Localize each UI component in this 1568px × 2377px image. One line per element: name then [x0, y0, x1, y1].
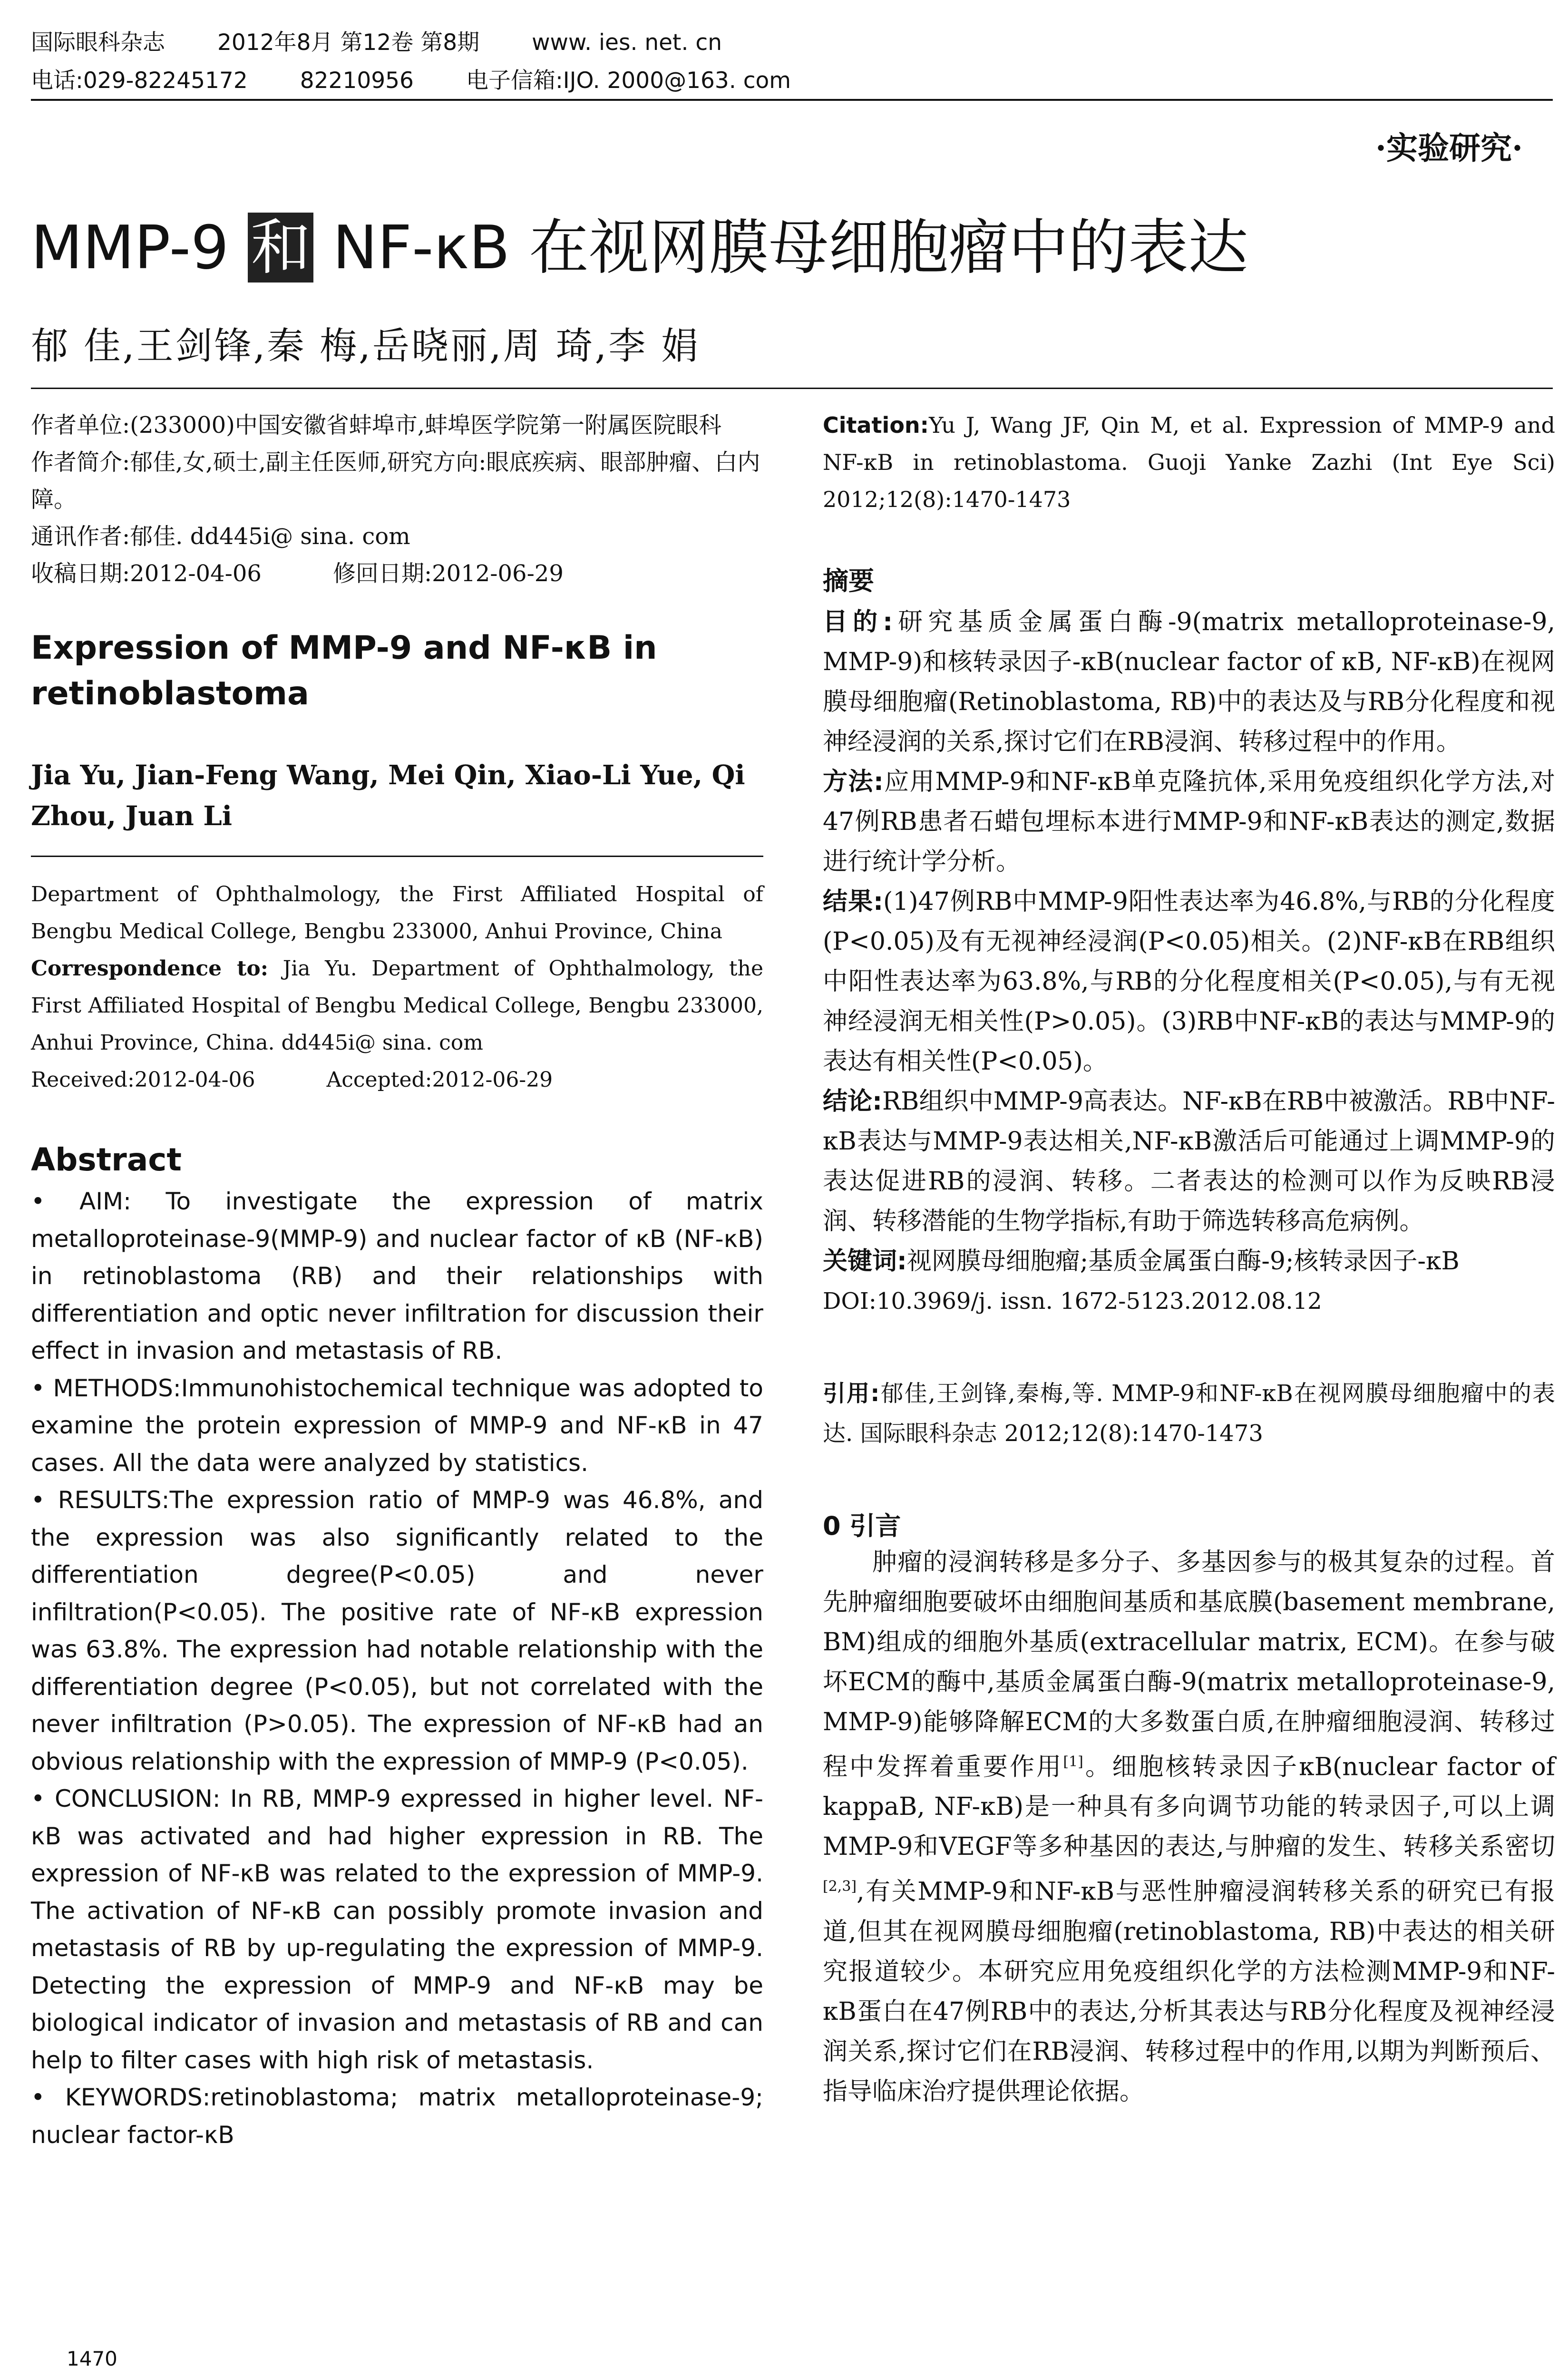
journal-header-line2 [31, 63, 843, 95]
abstract-keywords: • KEYWORDS:retinoblastoma; matrix metalloproteinase-9; nuclear factor-κB [31, 2084, 763, 2149]
journal-name: 国际眼科杂志 [31, 29, 165, 56]
right-column [823, 407, 1555, 2112]
zh-methods-text: 应用MMP-9和NF-κB单克隆抗体,采用免疫组织化学方法,对47例RB患者石蜡包埋标本进行MMP-9和NF-κB表达的测定,数据进行统计学分析。 [823, 768, 1555, 876]
zh-conclusion [823, 1081, 1555, 1241]
zh-methods [823, 762, 1555, 882]
article-title [31, 200, 1248, 286]
abstract-aim: • AIM: To investigate the expression of matrix metalloproteinase-9(MMP-9) and nuclear factor of κB (NF-κB) in retinoblastoma (RB) and their relationships with differentiation and optic never infiltration for discussion their effect in invasion and metastasis of RB. [31, 1188, 763, 1364]
cite-cn-label: 引用: [823, 1380, 880, 1407]
zh-aim-text: 研究基质金属蛋白酶-9(matrix metalloproteinase-9, MMP-9)和核转录因子-κB(nuclear factor of κB, NF-κB)在视网膜母细胞瘤(Retinoblastoma, RB)中的表达及与RB分化程度和视神经浸润的关系,探讨它们在RB浸润、转移过程中的作用。 [823, 608, 1555, 756]
cite-cn-text: 郁佳,王剑锋,秦梅,等. MMP-9和NF-κB在视网膜母细胞瘤中的表达. 国际眼科杂志 2012;12(8):1470-1473 [823, 1380, 1555, 1447]
journal-header-line1 [31, 25, 774, 57]
title-part2: NF-κB 在视网膜母细胞瘤中的表达 [313, 213, 1248, 283]
zh-aim-label: 目的: [823, 608, 893, 636]
zh-keywords-text: 视网膜母细胞瘤;基质金属蛋白酶-9;核转录因子-κB [906, 1247, 1460, 1276]
zh-keywords [823, 1241, 1555, 1281]
title-part1: MMP-9 [31, 213, 248, 283]
intro-heading: 0 引言 [823, 1511, 901, 1541]
dates-en [31, 1062, 763, 1099]
zh-conclusion-text: RB组织中MMP-9高表达。NF-κB在RB中被激活。RB中NF-κB表达与MMP-9表达相关,NF-κB激活后可能通过上调MMP-9的表达促进RB的浸润、转移。二者表达的检测可以作为反映RB浸润、转移潜能的生物学指标,有助于筛选转移高危病例。 [823, 1087, 1555, 1236]
zh-keywords-label: 关键词: [823, 1247, 907, 1276]
received-en: Received:2012-04-06 [31, 1068, 255, 1092]
revised-cn: 修回日期:2012-06-29 [332, 560, 564, 587]
phone: 电话:029-82245172 [31, 68, 248, 94]
title-highlight: 和 [248, 213, 313, 283]
correspondence-text: Jia Yu. Department of Ophthalmology, the First Affiliated Hospital of Bengbu Medical College, Bengbu 233000, Anhui Province, China. dd445i@ sina. com [31, 956, 763, 1055]
section-tag: ·实验研究· [1375, 129, 1523, 166]
abstract-conclusion: • CONCLUSION: In RB, MMP-9 expressed in higher level. NF-κB was activated and had higher expression in RB. The expression of NF-κB was related to the expression of MMP-9. The activation of NF-κB can possibly promote invasion and metastasis of RB by up-regulating the expression of MMP-9. Detecting the expression of MMP-9 and NF-κB may be biological indicator of invasion and metastasis of RB and can help to filter cases with high risk of metastasis. [31, 1785, 763, 2074]
intro-text-1: 肿瘤的浸润转移是多分子、多基因参与的极其复杂的过程。首先肿瘤细胞要破坏由细胞间基质和基底膜(basement membrane, BM)组成的细胞外基质(extracellular matrix, ECM)。在参与破坏ECM的酶中,基质金属蛋白酶-9(matrix metalloproteinase-9, MMP-9)能够降解ECM的大多数蛋白质,在肿瘤细胞浸润、转移过程中发挥着重要作用 [823, 1548, 1555, 1782]
title-rule [31, 388, 1553, 389]
issue-info: 2012年8月 第12卷 第8期 [217, 29, 480, 56]
english-authors: Jia Yu, Jian-Feng Wang, Mei Qin, Xiao-Li Yue, Qi Zhou, Juan Li [31, 760, 745, 832]
citation-text: Yu J, Wang JF, Qin M, et al. Expression of MMP-9 and NF-κB in retinoblastoma. Guoji Yanke Zazhi (Int Eye Sci) 2012;12(8):1470-1473 [823, 412, 1555, 512]
intro-ref-2[interactable]: [2,3] [823, 1878, 857, 1895]
abstract-methods: • METHODS:Immunohistochemical technique was adopted to examine the protein expression of MMP-9 and NF-κB in 47 cases. All the data were analyzed by statistics. [31, 1374, 763, 1477]
accepted-en: Accepted:2012-06-29 [326, 1068, 553, 1092]
intro-text-3: ,有关MMP-9和NF-κB与恶性肿瘤浸润转移关系的研究已有报道,但其在视网膜母细胞瘤(retinoblastoma, RB)中表达的相关研究报道较少。本研究应用免疫组织化学的方法检测MMP-9和NF-κB蛋白在47例RB中的表达,分析其表达与RB分化程度及视神经浸润关系,探讨它们在RB浸润、转移过程中的作用,以期为判断预后、指导临床治疗提供理论依据。 [823, 1877, 1555, 2106]
zh-results-label: 结果: [823, 887, 883, 916]
page-number: 1470 [67, 2347, 117, 2370]
zh-conclusion-label: 结论: [823, 1087, 882, 1116]
intro-text-2: 。细胞核转录因子κB(nuclear factor of kappaB, NF-κB)是一种具有多向调节功能的转录因子,可以上调MMP-9和VEGF等多种基因的表达,与肿瘤的发生、转移关系密切 [823, 1753, 1555, 1861]
zh-methods-label: 方法: [823, 768, 884, 796]
journal-email[interactable]: 电子信箱:IJO. 2000@163. com [466, 68, 791, 94]
citation [823, 407, 1555, 518]
left-column [31, 407, 763, 2153]
intro-paragraph [823, 1542, 1555, 2112]
cite-cn [823, 1374, 1555, 1453]
phone2: 82210956 [300, 68, 414, 94]
corresponding-author: 通讯作者:郁佳. dd445i@ sina. com [31, 523, 410, 550]
doi[interactable]: DOI:10.3969/j. issn. 1672-5123.2012.08.12 [823, 1288, 1322, 1315]
dates-cn [31, 555, 763, 592]
affiliation-unit: 作者单位:(233000)中国安徽省蚌埠市,蚌埠医学院第一附属医院眼科 [31, 412, 722, 438]
department: Department of Ophthalmology, the First Affiliated Hospital of Bengbu Medical College, Bengbu 233000, Anhui Province, China [31, 882, 763, 944]
zh-results-text: (1)47例RB中MMP-9阳性表达率为46.8%,与RB的分化程度(P<0.05)及有无视神经浸润(P<0.05)相关。(2)NF-κB在RB组织中阳性表达率为63.8%,与RB的分化程度相关(P<0.05),与有无视神经浸润无相关性(P>0.05)。(3)RB中NF-κB的表达与MMP-9的表达有相关性(P<0.05)。 [823, 887, 1555, 1076]
citation-label: Citation: [823, 412, 929, 438]
abstract-results: • RESULTS:The expression ratio of MMP-9 was 46.8%, and the expression was also significantly related to the differentiation degree(P<0.05) and never infiltration(P<0.05). The positive rate of NF-κB expression was 63.8%. The expression had notable relationship with the differentiation degree (P<0.05), but not correlated with the never infiltration (P>0.05). The expression of NF-κB had an obvious relationship with the expression of MMP-9 (P<0.05). [31, 1486, 763, 1775]
authors-cn: 郁 佳,王剑锋,秦 梅,岳晓丽,周 琦,李 娟 [31, 325, 701, 368]
correspondence [31, 950, 763, 1062]
author-bio: 作者简介:郁佳,女,硕士,副主任医师,研究方向:眼底疾病、眼部肿瘤、白内障。 [31, 449, 760, 513]
header-rule [31, 99, 1553, 101]
abstract-heading: Abstract [31, 1141, 182, 1178]
zh-results [823, 882, 1555, 1081]
journal-url[interactable]: www. ies. net. cn [532, 29, 722, 56]
divider [31, 856, 763, 857]
zh-abstract-heading: 摘要 [823, 566, 874, 596]
zh-aim [823, 602, 1555, 762]
correspondence-label: Correspondence to: [31, 956, 268, 981]
english-title: Expression of MMP-9 and NF-κB in retinoblastoma [31, 629, 657, 712]
intro-ref-1[interactable]: [1] [1063, 1754, 1083, 1770]
received-cn: 收稿日期:2012-04-06 [31, 560, 262, 587]
